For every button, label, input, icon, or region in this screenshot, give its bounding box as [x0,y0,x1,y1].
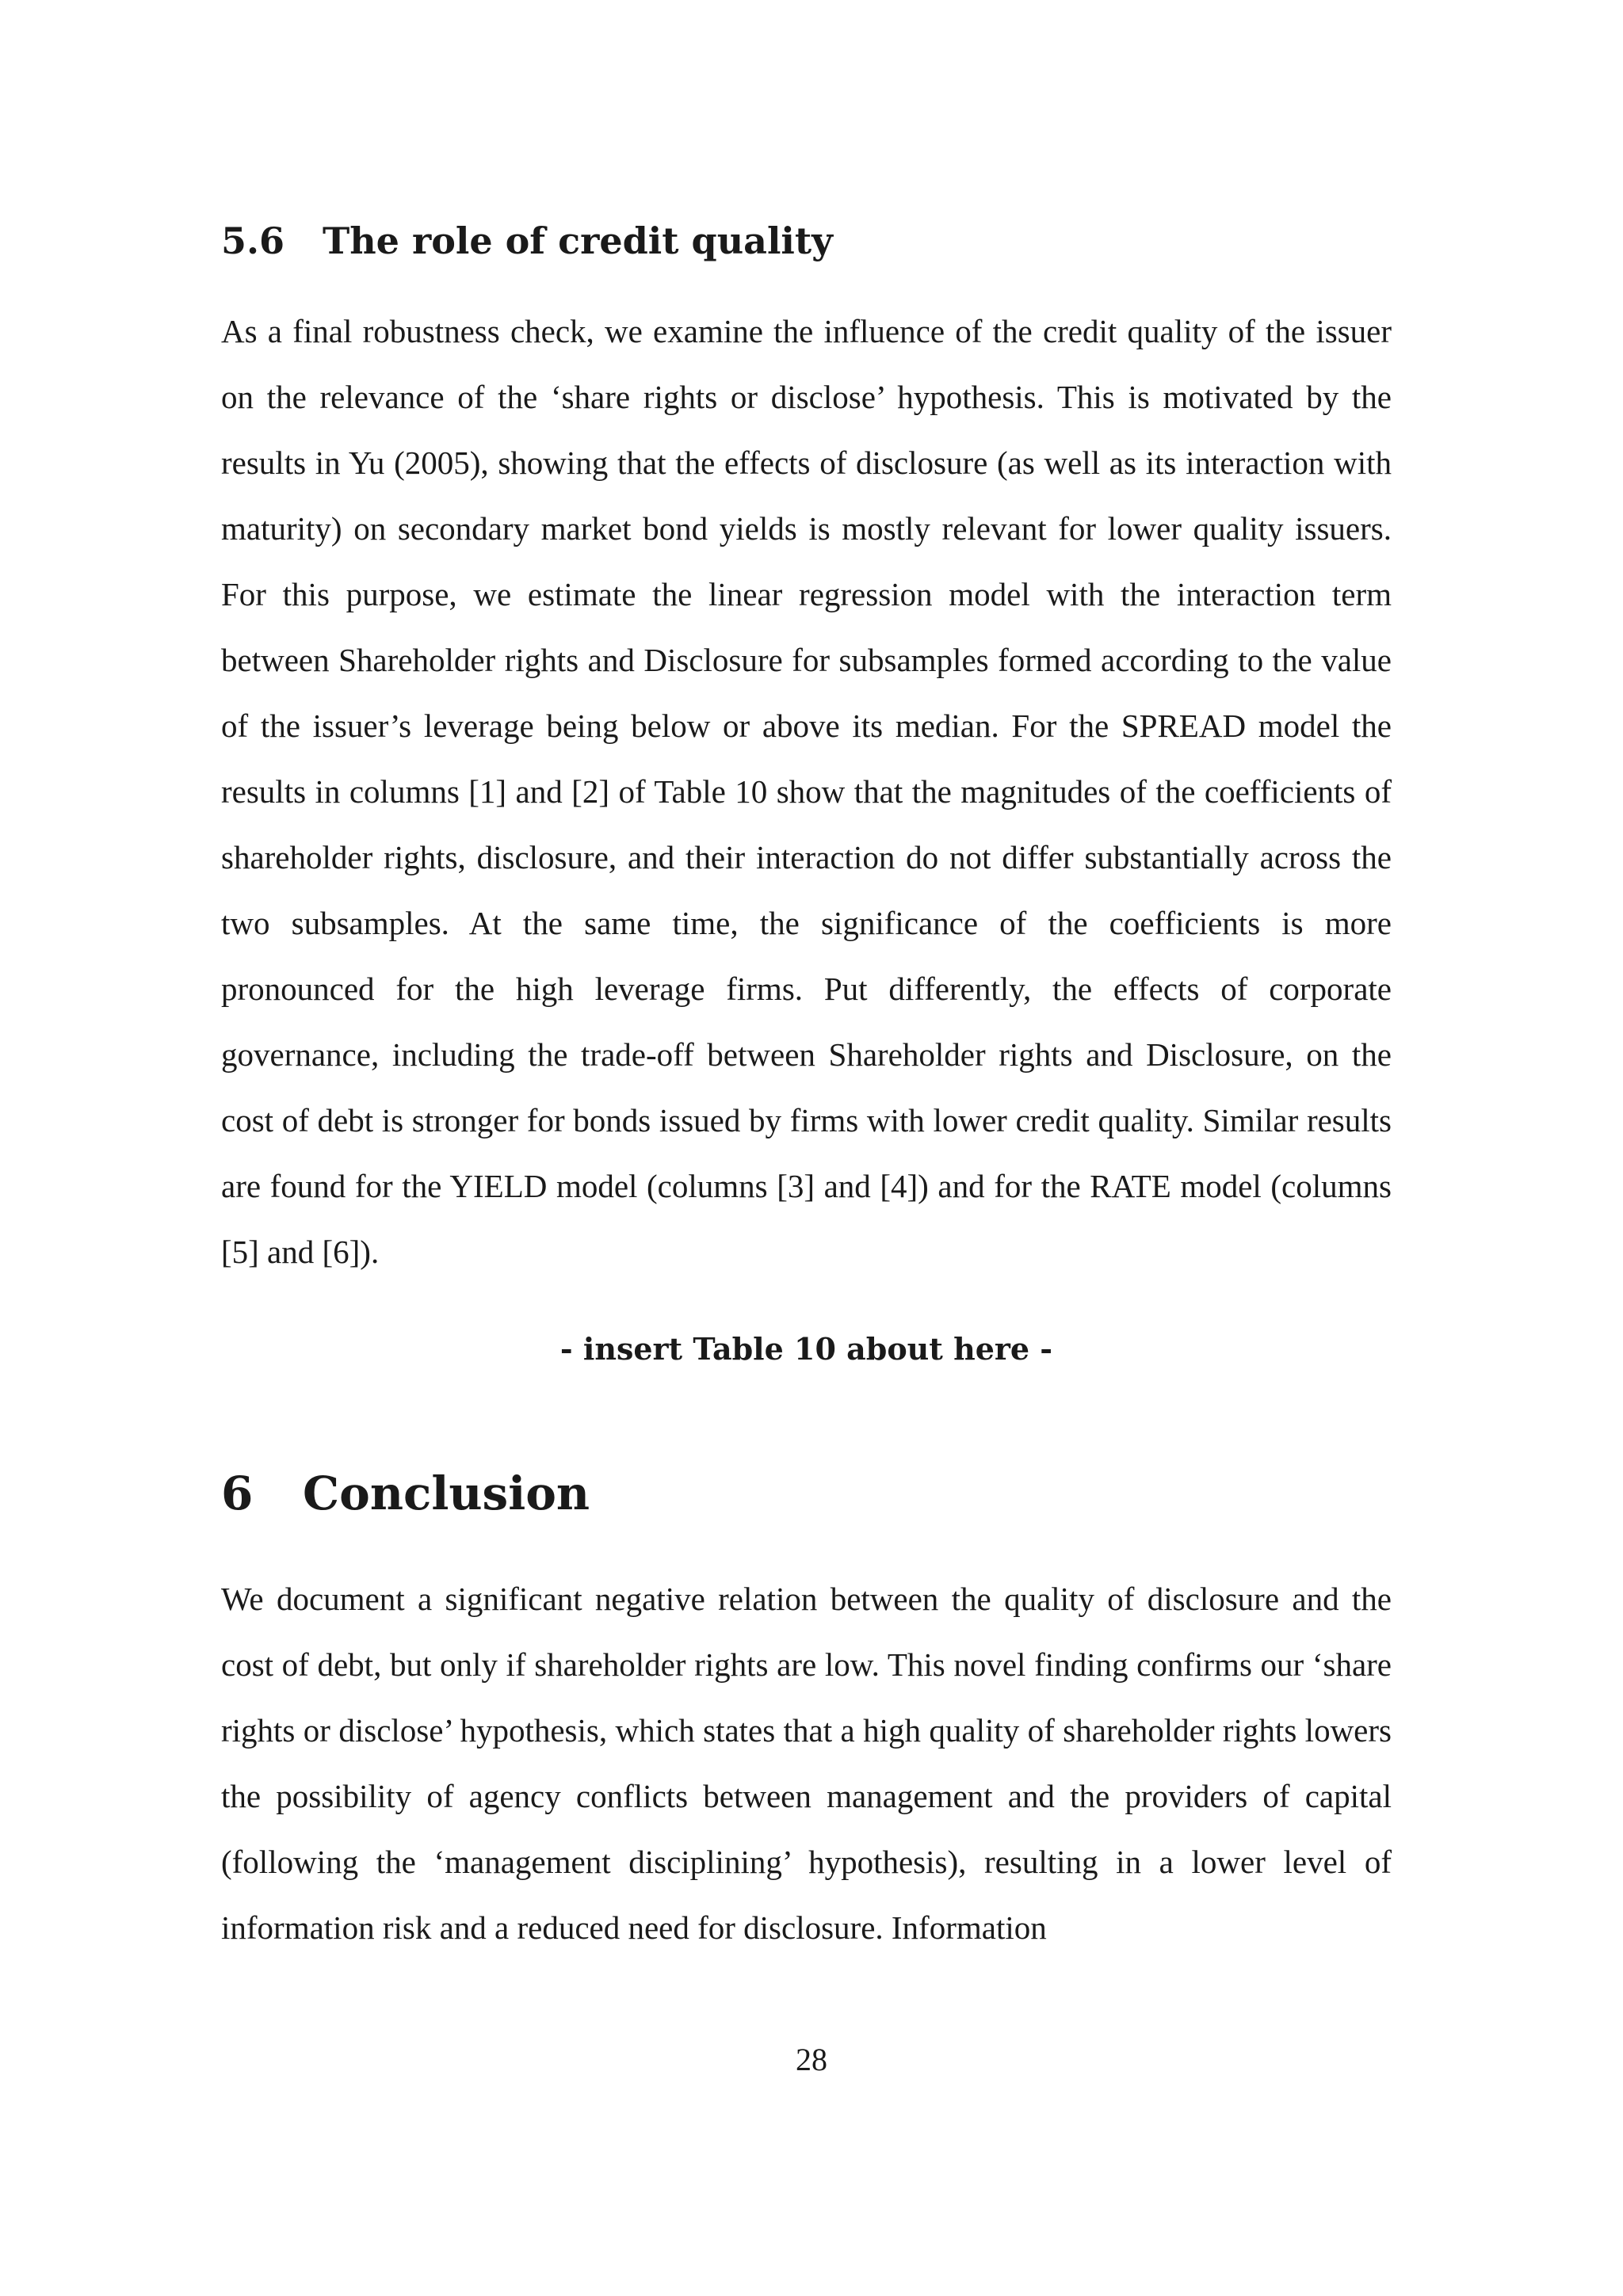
subsection-number: 5.6 [221,219,285,262]
table-insert-note: - insert Table 10 about here - [559,1331,1053,1367]
section-number: 6 [221,1466,254,1520]
page-number: 28 [796,2042,827,2077]
conclusion-paragraph: We document a significant negative relation between the quality of disclosure and the cost of debt, but only if shareholder rights are low. This novel finding confirms our ‘share rights or disclose’ hypothesis, which states that a high quality of shareholder rights lowers the possibility of agency conflicts between management and the providers of capital (following the ‘management disciplining’ hypothesis), resulting in a lower level of information risk and a reduced need for disclosure. Information [221,1581,1392,1946]
subsection-heading [221,212,833,269]
credit-quality-paragraph: As a final robustness check, we examine the influence of the credit quality of the issuer on the relevance of the ‘share rights or disclose’ hypothesis. This is motivated by the results in Yu (2005), showing that the effects of disclosure (as well as its interaction with maturity) on secondary market bond yields is mostly relevant for lower quality issuers. For this purpose, we estimate the linear regression model with the interaction term between Shareholder rights and Disclosure for subsamples formed according to the value of the issuer’s leverage being below or above its median. For the SPREAD model the results in columns [1] and [2] of Table 10 show that the magnitudes of the coefficients of shareholder rights, disclosure, and their interaction do not differ substantially across the two subsamples. At the same time, the significance of the coefficients is more pronounced for the high leverage firms. Put differently, the effects of corporate governance, including the trade-off between Shareholder rights and Disclosure, on the cost of debt is stronger for bonds issued by firms with lower credit quality. Similar results are found for the YIELD model (columns [3] and [4]) and for the RATE model (columns [5] and [6]). [221,313,1392,1270]
section-title: Conclusion [303,1466,590,1520]
subsection-title: The role of credit quality [323,219,833,262]
section-heading [221,1458,590,1529]
